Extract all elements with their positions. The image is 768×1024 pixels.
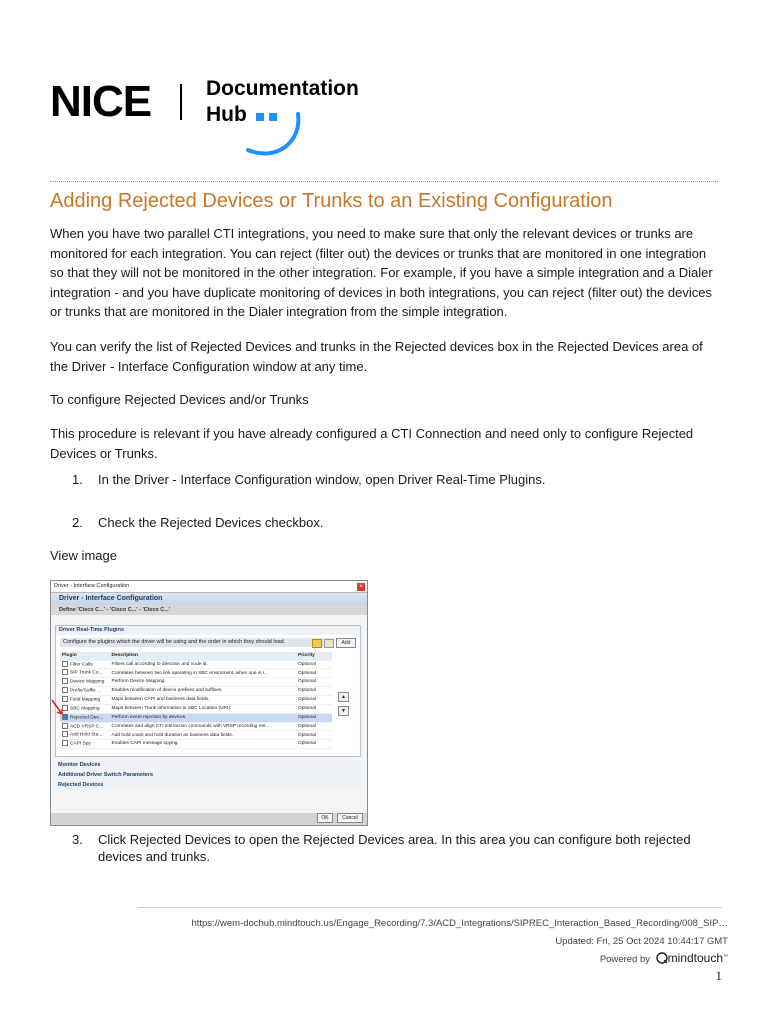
plugin-name: ACD VRSP C...: [70, 723, 104, 729]
plugin-name: Device Mapping: [70, 679, 105, 685]
cancel-button: Cancel: [337, 813, 363, 823]
table-row: [60, 660, 332, 669]
step-text: In the Driver - Interface Configuration window, open Driver Real-Time Plugins.: [98, 472, 546, 487]
step-number: 2.: [72, 515, 83, 530]
screenshot-footer-bar: [51, 813, 367, 825]
header-divider: [50, 181, 718, 182]
plugin-priority: Optional: [296, 722, 332, 731]
plugin-cell: [60, 660, 110, 669]
plugin-cell: [60, 669, 110, 678]
plugin-checkbox: [62, 669, 68, 675]
plugin-name: Add Hold Sta...: [70, 732, 103, 738]
table-row: [60, 731, 332, 740]
mindtouch-brand: mindtouch: [667, 951, 723, 965]
screenshot-heading: Driver - Interface Configuration: [51, 593, 367, 605]
documentation-hub-logo-line1: Documentation: [206, 77, 359, 100]
plugin-priority: Optional: [296, 696, 332, 705]
column-header: Plugin: [60, 652, 110, 660]
view-image-link[interactable]: View image: [50, 548, 117, 563]
footer-divider: [138, 907, 722, 908]
plugin-priority: Optional: [296, 660, 332, 669]
powered-by-label: Powered by: [599, 954, 650, 965]
folder-icon: [312, 639, 322, 648]
screenshot-window-title: Driver - Interface Configuration: [51, 581, 367, 593]
configure-hint: Configure the plugins which the driver will be using and the order in which they should load.: [60, 638, 333, 647]
ok-button: OK: [317, 813, 333, 823]
plugin-checkbox: [62, 678, 68, 684]
table-row: [60, 722, 332, 731]
plugin-checkbox: [62, 723, 68, 729]
step-text: Check the Rejected Devices checkbox.: [98, 515, 324, 530]
realtime-plugins-panel: [55, 625, 361, 757]
panel-title: Driver Real-Time Plugins: [56, 626, 360, 635]
table-row: [60, 678, 332, 687]
footer-powered-by: Powered by mindtouch™: [599, 951, 728, 965]
table-row: [60, 713, 332, 722]
step-text: Click Rejected Devices to open the Rejected Devices area. In this area you can configure both rejected devices and trunks.: [98, 832, 691, 864]
table-row: [60, 740, 332, 749]
table-row: [60, 704, 332, 713]
column-header: Priority: [296, 652, 332, 660]
plugin-name: Rejected Dev...: [70, 715, 103, 721]
plugin-checkbox: [62, 731, 68, 737]
column-header: Description: [110, 652, 296, 660]
logo-divider: [180, 84, 182, 120]
plugin-priority: Optional: [296, 678, 332, 687]
table-header-row: [60, 652, 332, 660]
move-down-icon: ▼: [338, 706, 349, 716]
step-number: 1.: [72, 472, 83, 487]
plugin-checkbox: [62, 687, 68, 693]
intro-paragraph: When you have two parallel CTI integrations, you need to make sure that only the relevant devices or trunks are monitored for each integration. You can reject (filter out) the devices or trunks that are monitored in one integration so that they will not be monitored in the other integration. For example, if you have a simple integration and a Dialer integration - and you have duplicate monitoring of devices in both integrations, you can reject (filter out) the devices or trunks that are monitored in the Dialer integration from the simple integration.: [50, 226, 713, 319]
plugin-description: Enables modification of device prefixes and suffixes.: [110, 687, 296, 696]
plugin-description: Add hold count and hold duration as business data fields.: [110, 731, 296, 740]
add-button: Add: [336, 638, 356, 648]
section-monitor-devices: Monitor Devices: [55, 761, 362, 770]
red-arrow-icon: [51, 699, 65, 717]
plugin-checkbox: [62, 740, 68, 746]
plugin-description: Perform event rejection by devices.: [110, 713, 296, 722]
plugin-cell: [60, 740, 110, 749]
relevance-paragraph: This procedure is relevant if you have already configured a CTI Connection and need only to configure Rejected Devices or Trunks.: [50, 426, 694, 461]
procedure-heading: To configure Rejected Devices and/or Trunks: [50, 392, 309, 407]
plugin-priority: Optional: [296, 731, 332, 740]
plugin-cell: [60, 696, 110, 705]
page-number: 1: [715, 968, 722, 983]
plugin-checkbox: [62, 661, 68, 667]
verify-paragraph: You can verify the list of Rejected Devices and trunks in the Rejected devices box in the Rejected Devices area of the Driver - Interface Configuration window at any time.: [50, 339, 703, 374]
plugin-name: CAPI Spy: [70, 741, 91, 747]
plugin-name: Prefix/Suffix ...: [70, 688, 101, 694]
plugin-description: Correlates between two link operating in SBC enviroment, when one is r...: [110, 669, 296, 678]
plugin-description: Perform Device Mapping.: [110, 678, 296, 687]
edit-icon: [324, 639, 334, 648]
plugin-name: SIP Trunk Co...: [70, 670, 103, 676]
driver-config-screenshot: [50, 580, 368, 826]
plugin-cell: [60, 687, 110, 696]
plugin-priority: Optional: [296, 713, 332, 722]
page-title: Adding Rejected Devices or Trunks to an Existing Configuration: [50, 190, 613, 212]
section-additional-params: Additional Driver Switch Parameters: [55, 771, 362, 780]
table-row: [60, 669, 332, 678]
plugin-description: Enables CAPI message spying.: [110, 740, 296, 749]
hub-logo-swoosh: [246, 112, 306, 162]
plugin-description: Filters call according to direction and node id.: [110, 660, 296, 669]
plugin-cell: [60, 713, 110, 722]
plugins-table: [60, 652, 332, 749]
plugin-name: Filter Calls: [70, 661, 93, 667]
step-number: 3.: [72, 832, 83, 847]
plugin-name: SBC Mapping: [70, 706, 100, 712]
plugin-cell: [60, 704, 110, 713]
plugin-cell: [60, 678, 110, 687]
footer-updated: Updated: Fri, 25 Oct 2024 10:44:17 GMT: [555, 936, 728, 947]
move-up-icon: ▲: [338, 692, 349, 702]
plugin-priority: Optional: [296, 669, 332, 678]
table-row: [60, 687, 332, 696]
plugin-cell: [60, 722, 110, 731]
plugin-description: Maps between CAPI and business data fields.: [110, 696, 296, 705]
screenshot-breadcrumb: Define 'Cisco C...' - 'Cisco C...' - 'Cisco C...': [51, 605, 367, 615]
plugin-description: Correlates and align CTI interaction commands with VRSP recording res...: [110, 722, 296, 731]
plugin-priority: Optional: [296, 687, 332, 696]
nice-logo: NICE: [50, 77, 152, 126]
plugin-priority: Optional: [296, 740, 332, 749]
section-rejected-devices: Rejected Devices: [55, 781, 362, 790]
plugin-name: Field Mapping: [70, 697, 101, 703]
table-row: [60, 696, 332, 705]
footer-url[interactable]: https://wem-dochub.mindtouch.us/Engage_Recording/7.3/ACD_Integrations/SIPREC_Interaction_Based_Recording/008_SIP…: [191, 918, 728, 929]
plugin-cell: [60, 731, 110, 740]
documentation-hub-logo-line2: Hub: [206, 103, 247, 126]
mindtouch-logo-icon: [656, 952, 668, 964]
plugin-priority: Optional: [296, 704, 332, 713]
close-icon: ×: [357, 583, 365, 591]
plugin-description: Maps between Trunk information to SBC Location (URI).: [110, 704, 296, 713]
